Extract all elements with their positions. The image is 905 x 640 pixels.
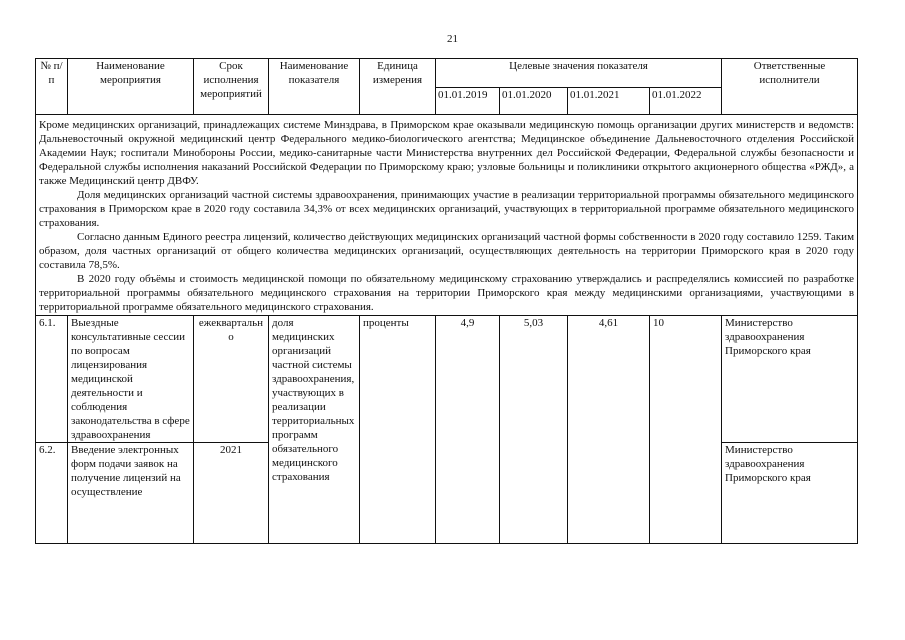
row-event: Выездные консультативные сессии по вопросам лицензирования медицинской деятельности и соблюдения законодательства в сфере здравоохранения [68, 316, 194, 443]
header-date-2022: 01.01.2022 [650, 88, 722, 115]
measures-table [35, 58, 858, 544]
row-responsible: Министерство здравоохранения Приморского края [722, 316, 858, 443]
intro-text [36, 115, 858, 316]
header-responsible: Ответственные исполнители [722, 59, 858, 115]
row-term: 2021 [194, 443, 269, 544]
row-value-2019: 4,9 [436, 316, 500, 544]
row-term: ежеквартально [194, 316, 269, 443]
header-event: Наименование мероприятия [68, 59, 194, 115]
page-number: 21 [447, 33, 458, 45]
row-responsible: Министерство здравоохранения Приморского края [722, 443, 858, 544]
row-value-2022: 10 [650, 316, 722, 544]
header-indicator: Наименование показателя [269, 59, 360, 115]
row-num: 6.2. [36, 443, 68, 544]
header-unit: Единица измерения [360, 59, 436, 115]
intro-row [36, 115, 858, 316]
table-row [36, 316, 858, 443]
row-value-2021: 4,61 [568, 316, 650, 544]
header-date-2020: 01.01.2020 [500, 88, 568, 115]
header-date-2019: 01.01.2019 [436, 88, 500, 115]
intro-paragraph-1: Кроме медицинских организаций, принадлежащих системе Минздрава, в Приморском крае оказывали медицинскую помощь организации других министерств и ведомств: Дальневосточный окружной медицинский центр Федерального медико-биологического агентства; Медицинское объединение Дальневосточного отделения Российской Академии Наук; госпитали Минобороны России, медико-санитарные части Министерства внутренних дел Российской Федерации, Федеральной службы безопасности и Федеральной службы исполнения наказаний Российской Федерации по Приморскому краю; узловые больницы и поликлиники открытого акционерного общества «РЖД», а также Медицинский центр ДВФУ. [39, 119, 855, 187]
row-num: 6.1. [36, 316, 68, 443]
intro-paragraph-2: Доля медицинских организаций частной системы здравоохранения, принимающих участие в реализации территориальной программы обязательного медицинского страхования в Приморском крае в 2020 году составила 34,3% от всех медицинских организаций, участвующих в территориальной программе обязательного медицинского страхования. [39, 189, 855, 229]
table-header-row [36, 59, 858, 88]
intro-paragraph-4: В 2020 году объёмы и стоимость медицинской помощи по обязательному медицинскому страхованию утверждались и распределялись комиссией по разработке территориальной программы обязательного медицинского страхования на территории Приморского края между медицинскими организациями, участвующими в территориальной программе обязательного медицинского страхования. [39, 273, 855, 313]
header-target: Целевые значения показателя [436, 59, 722, 88]
header-date-2021: 01.01.2021 [568, 88, 650, 115]
intro-paragraph-3: Согласно данным Единого реестра лицензий, количество действующих медицинских организаций частной формы собственности в 2020 году составило 1259. Таким образом, доля частных организаций от общего количества медицинских организаций, осуществляющих деятельность на территории Приморского края в 2020 году составила 78,5%. [39, 231, 855, 271]
row-unit: проценты [360, 316, 436, 544]
row-event: Введение электронных форм подачи заявок на получение лицензий на осуществление [68, 443, 194, 544]
row-value-2020: 5,03 [500, 316, 568, 544]
header-num: № п/п [36, 59, 68, 115]
header-term: Срок исполнения мероприятий [194, 59, 269, 115]
row-indicator: доля медицинских организаций частной системы здравоохранения, участвующих в реализации территориальных программ обязательного медицинского страхования [269, 316, 360, 544]
